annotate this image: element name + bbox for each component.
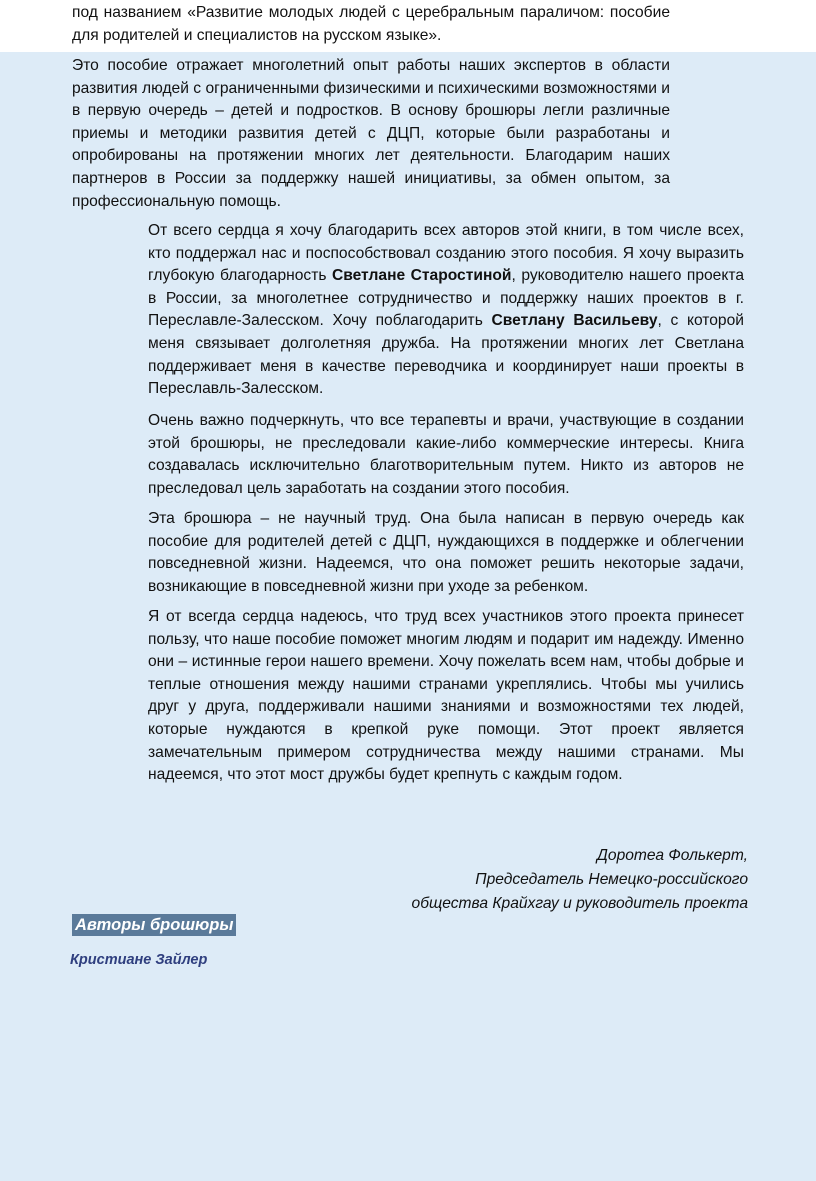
thanks-text-e: , с которой меня связывает долголетняя дружба. На протяжении многих лет Светлана поддерживает меня в качестве переводчика и координирует наши проекты в Переславль-Залесском. (148, 312, 744, 398)
paragraph-not-scientific: Эта брошюра – не научный труд. Она была написан в первую очередь как пособие для родителей детей с ДЦП, нуждающихся в поддержке и облегчении повседневной жизни. Надеемся, что она поможет решить некоторые задачи, возникающие в повседневной жизни при уходе за ребенком. (148, 510, 744, 595)
name-vasilyeva: Светлану Васильеву (491, 312, 658, 330)
signature-block (412, 844, 748, 916)
author-name: Кристиане Зайлер (70, 952, 208, 968)
paragraph-thanks (148, 220, 744, 401)
signature-organization: общества Крайхгау и руководитель проекта (411, 895, 748, 912)
paragraph-non-commercial: Очень важно подчеркнуть, что все терапевты и врачи, участвующие в создании этой брошюры, не преследовали какие-либо коммерческие интересы. Книга создавалась исключительно благотворительным путем. Никто из авторов не преследовал цель заработать на создании этого пособия. (148, 412, 744, 497)
signature-title: Председатель Немецко-российского (475, 871, 748, 888)
thanks-text-a: От всего сердца я хочу благодарить всех авторов этой книги, в том числе всех, кто поддержал нас и поспособствовал созданию этого пособия. Я хочу выразить глубокую благодарность (148, 222, 744, 285)
signature-name: Доротеа Фолькерт, (596, 847, 748, 864)
thanks-text-c: , руководителю нашего проекта в России, за многолетнее сотрудничество и поддержку наших проектов в г. Переславле-Залесском. Хочу поблагодарить (148, 267, 744, 330)
authors-heading: Авторы брошюры (72, 914, 236, 936)
paragraph-experience: Это пособие отражает многолетний опыт работы наших экспертов в области развития людей с ограниченными физическими и психическими возможностями и в первую очередь – детей и подростков. В основу брошюры легли различные приемы и методики развития детей с ДЦП, которые были разработаны и опробированы на протяжении многих лет деятельности. Благодарим наших партнеров в России за поддержку нашей инициативы, за обмен опытом, за профессиональную помощь. (72, 57, 670, 210)
name-starostina: Светлане Старостиной (331, 267, 512, 285)
paragraph-hope: Я от всегда сердца надеюсь, что труд всех участников этого проекта принесет пользу, что наше пособие поможет многим людям и подарит им надежду. Именно они – истинные герои нашего времени. Хочу пожелать всем нам, чтобы добрые и теплые отношения между нашими странами укреплялись. Чтобы мы учились друг у друга, поддерживали нашими знаниями и возможностями тех людей, которые нуждаются в крепкой руке помощи. Этот проект является замечательным примером сотрудничества между нашими странами. Мы надеемся, что этот мост дружбы будет крепнуть с каждым годом. (148, 608, 744, 784)
paragraph-intro-continuation: под названием «Развитие молодых людей с церебральным параличом: пособие для родителей и специалистов на русском языке». (72, 4, 670, 44)
